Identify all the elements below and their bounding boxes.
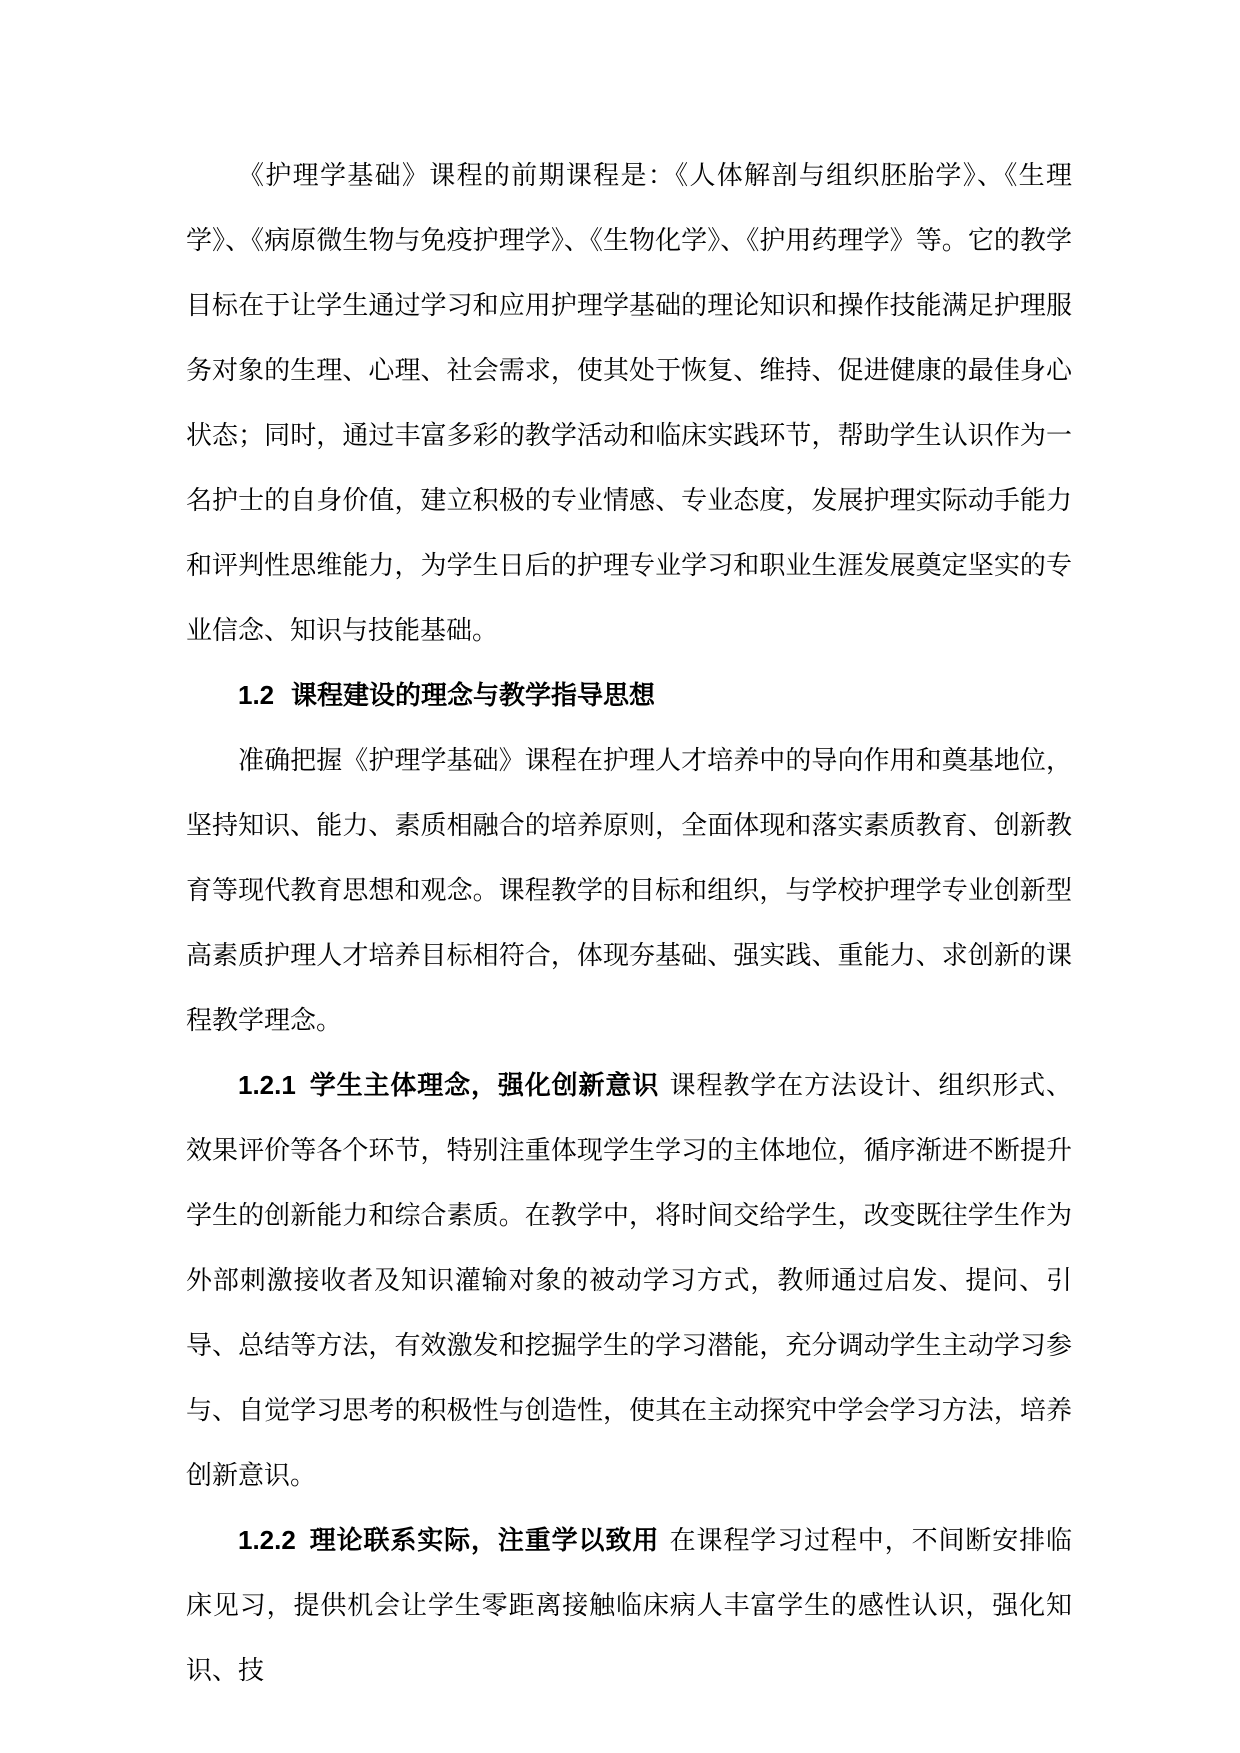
subsection-number: 1.2.2 [238, 1525, 296, 1555]
section-heading-1-2 [186, 663, 1072, 728]
paragraph-text: 课程教学在方法设计、组织形式、效果评价等各个环节，特别注重体现学生学习的主体地位，循序渐进不断提升学生的创新能力和综合素质。在教学中，将时间交给学生，改变既往学生作为外部刺激接收者及知识灌输对象的被动学习方式，教师通过启发、提问、引导、总结等方法，有效激发和挖掘学生的学习潜能，充分调动学生主动学习参与、自觉学习思考的积极性与创造性，使其在主动探究中学会学习方法，培养创新意识。 [186, 1070, 1072, 1490]
paragraph-course-prerequisites [186, 143, 1072, 663]
document-body [186, 143, 1072, 1703]
paragraph-subsection-1-2-1 [186, 1053, 1072, 1508]
paragraph-text: 准确把握《护理学基础》课程在护理人才培养中的导向作用和奠基地位，坚持知识、能力、素质相融合的培养原则，全面体现和落实素质教育、创新教育等现代教育思想和观念。课程教学的目标和组织，与学校护理学专业创新型高素质护理人才培养目标相符合，体现夯基础、强实践、重能力、求创新的课程教学理念。 [186, 745, 1072, 1035]
paragraph-text: 《护理学基础》课程的前期课程是：《人体解剖与组织胚胎学》、《生理学》、《病原微生物与免疫护理学》、《生物化学》、《护用药理学》等。它的教学目标在于让学生通过学习和应用护理学基础的理论知识和操作技能满足护理服务对象的生理、心理、社会需求，使其处于恢复、维持、促进健康的最佳身心状态；同时，通过丰富多彩的教学活动和临床实践环节，帮助学生认识作为一名护士的自身价值，建立积极的专业情感、专业态度，发展护理实际动手能力和评判性思维能力，为学生日后的护理专业学习和职业生涯发展奠定坚实的专业信念、知识与技能基础。 [186, 160, 1072, 645]
subsection-number: 1.2.1 [238, 1070, 296, 1100]
subsection-title: 理论联系实际，注重学以致用 [308, 1525, 660, 1555]
section-title: 课程建设的理念与教学指导思想 [291, 680, 656, 710]
paragraph-course-philosophy [186, 728, 1072, 1053]
subsection-title: 学生主体理念，强化创新意识 [308, 1070, 660, 1100]
paragraph-subsection-1-2-2 [186, 1508, 1072, 1703]
section-number: 1.2 [238, 680, 275, 710]
paragraph-text: 在课程学习过程中，不间断安排临床见习，提供机会让学生零距离接触临床病人丰富学生的感性认识，强化知识、技 [186, 1525, 1072, 1685]
